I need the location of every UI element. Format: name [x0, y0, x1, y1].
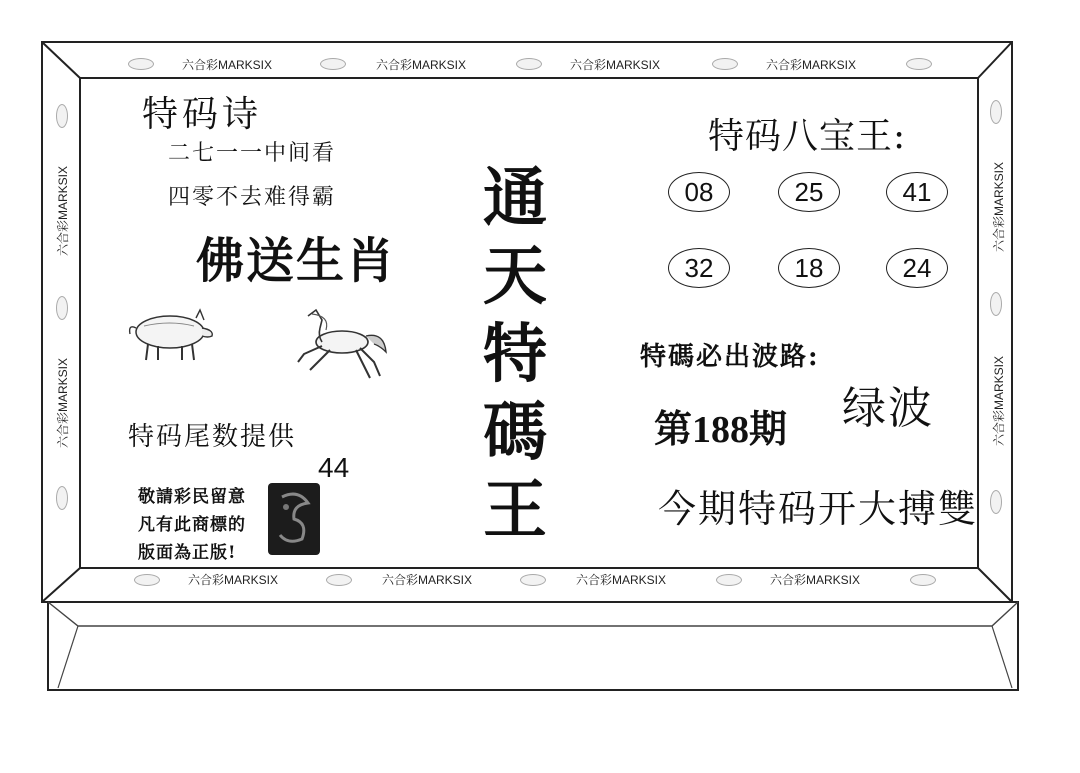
watermark-label: 六合彩MARKSIX — [576, 573, 667, 587]
watermark-label: 六合彩MARKSIX — [382, 573, 473, 587]
notice-line: 凡有此商標的 — [138, 515, 246, 535]
number-oval: 41 — [886, 172, 948, 212]
watermark-label: 六合彩MARKSIX — [376, 58, 467, 72]
watermark-label: 六合彩MARKSIX — [992, 161, 1006, 252]
border-oval — [516, 58, 542, 70]
watermark-label: 六合彩MARKSIX — [182, 58, 273, 72]
pig-icon — [124, 306, 216, 364]
center-title-char: 通 — [483, 161, 547, 236]
number-oval: 24 — [886, 248, 948, 288]
watermark-label: 六合彩MARKSIX — [992, 355, 1006, 446]
trademark-seal-icon — [268, 483, 320, 555]
wave-value: 绿波 — [842, 383, 934, 434]
border-oval — [134, 574, 160, 586]
border-oval — [320, 58, 346, 70]
horse-icon — [290, 306, 390, 382]
notice-line: 敬請彩民留意 — [138, 487, 246, 507]
tail-number-value: 44 — [318, 452, 350, 483]
slogan: 今期特码开大搏雙 — [658, 487, 979, 531]
watermark-label: 六合彩MARKSIX — [56, 165, 70, 256]
border-oval — [990, 490, 1002, 514]
zodiac-title: 佛送生肖 — [196, 233, 397, 289]
border-oval — [716, 574, 742, 586]
watermark-label: 六合彩MARKSIX — [188, 573, 279, 587]
wave-label: 特碼必出波路: — [640, 342, 820, 372]
border-oval — [990, 100, 1002, 124]
border-oval — [906, 58, 932, 70]
border-oval — [910, 574, 936, 586]
border-oval — [56, 486, 68, 510]
center-title-char: 碼 — [483, 395, 547, 470]
border-oval — [326, 574, 352, 586]
watermark-label: 六合彩MARKSIX — [570, 58, 661, 72]
watermark-label: 六合彩MARKSIX — [770, 573, 861, 587]
number-oval: 32 — [668, 248, 730, 288]
border-oval — [712, 58, 738, 70]
number-oval: 18 — [778, 248, 840, 288]
border-oval — [56, 104, 68, 128]
center-title-char: 特 — [483, 317, 547, 392]
number-oval: 08 — [668, 172, 730, 212]
border-oval — [56, 296, 68, 320]
authenticity-notice — [138, 483, 268, 567]
number-oval: 25 — [778, 172, 840, 212]
center-title-char: 王 — [483, 473, 547, 548]
border-oval — [990, 292, 1002, 316]
watermark-label: 六合彩MARKSIX — [56, 357, 70, 448]
poem-title: 特码诗 — [142, 94, 263, 135]
watermark-label: 六合彩MARKSIX — [766, 58, 857, 72]
issue-number: 第188期 — [654, 409, 788, 451]
tail-number-label: 特码尾数提供 — [128, 422, 297, 452]
center-title-char: 天 — [483, 239, 547, 314]
poem-line-2: 四零不去难得霸 — [168, 185, 337, 210]
eight-treasures-title: 特码八宝王: — [708, 116, 907, 157]
border-oval — [128, 58, 154, 70]
poem-line-1: 二七一一中间看 — [168, 141, 337, 166]
notice-line: 版面為正版! — [138, 543, 237, 563]
border-oval — [520, 574, 546, 586]
center-title — [470, 160, 560, 550]
